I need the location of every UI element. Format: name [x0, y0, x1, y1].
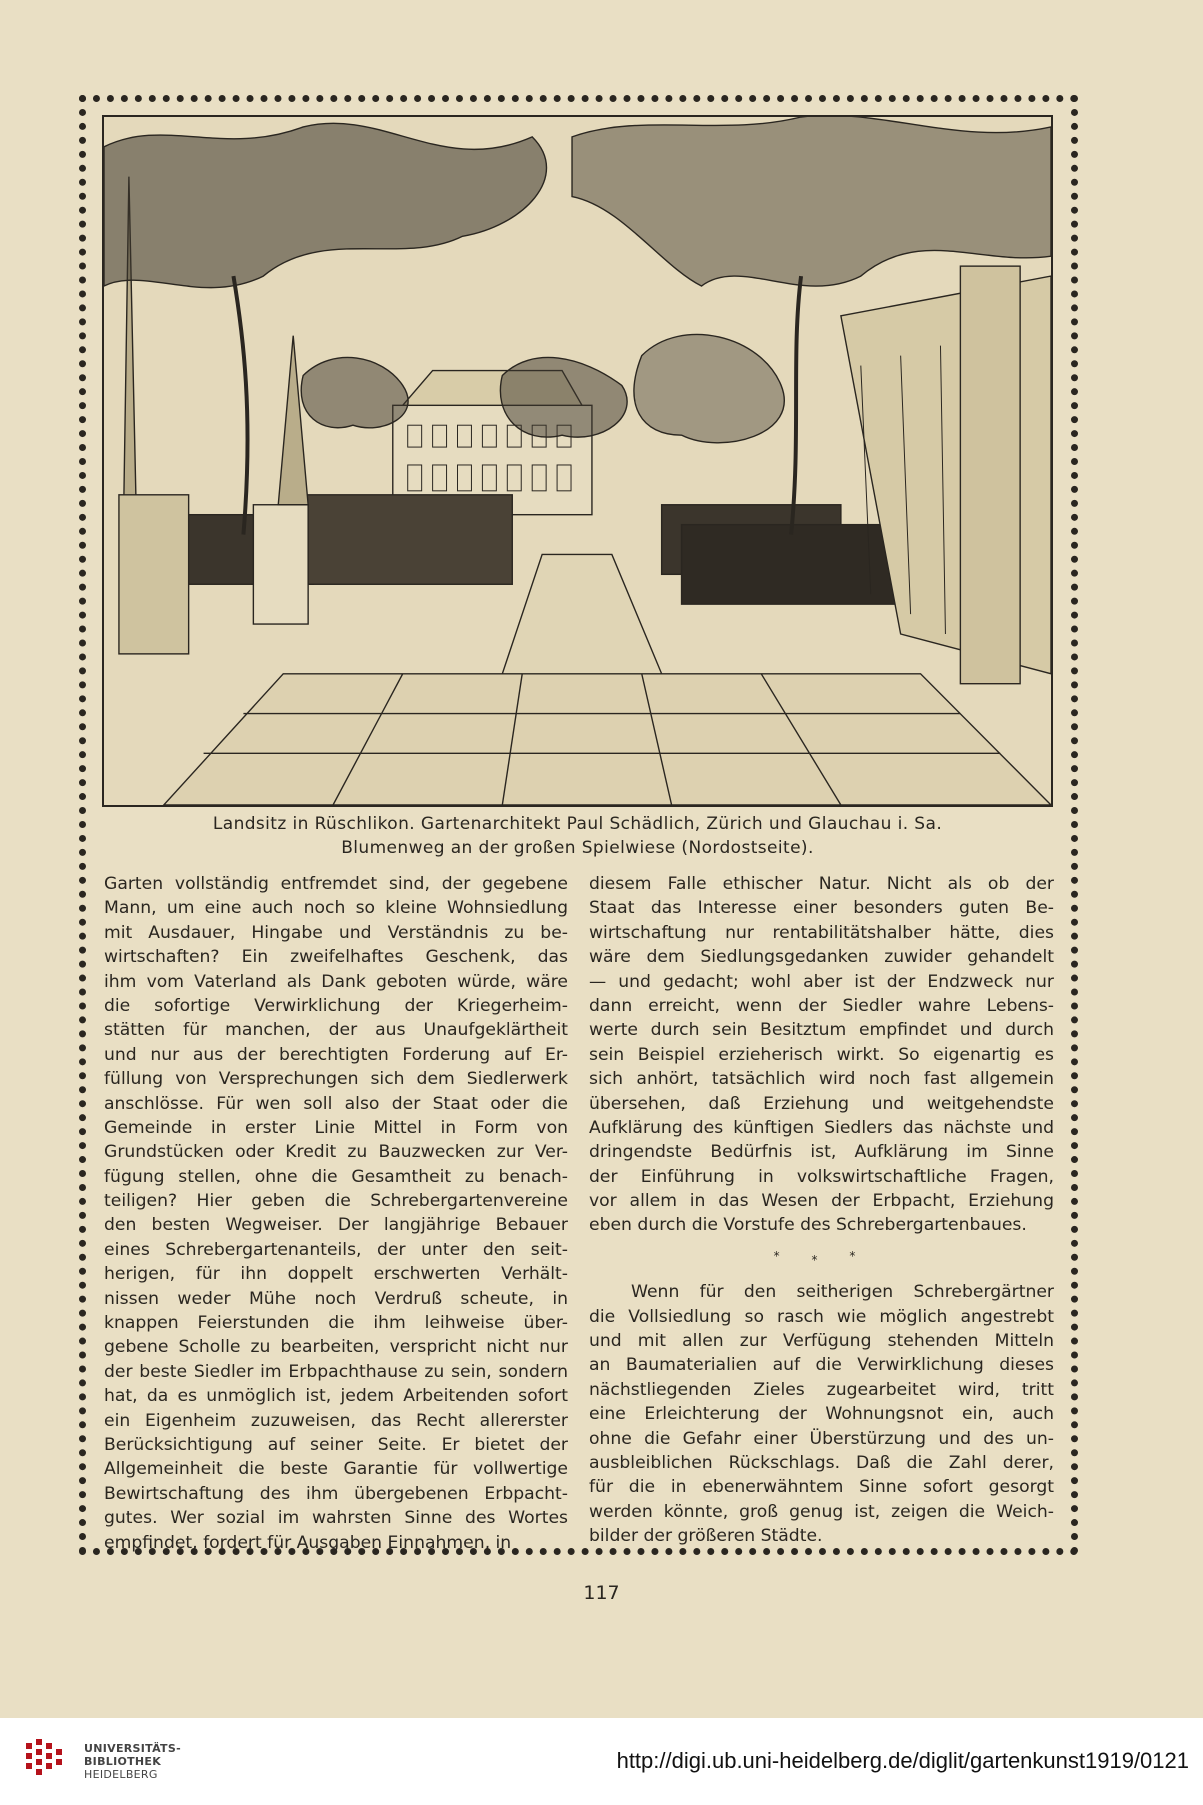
library-name-line-2: BIBLIOTHEK [84, 1755, 162, 1768]
garden-illustration [102, 115, 1053, 807]
text-line: an Baumaterialien auf die Verwirklichung dieses [589, 1355, 1054, 1376]
text-line: wirtschaftung nur rentabilitätshalber hätte, dies [589, 922, 1054, 943]
text-line: ausbleiblichen Rückschlags. Daß die Zahl derer, [589, 1452, 1054, 1473]
right-paragraph-2 [589, 1280, 1054, 1548]
garden-engraving-icon [104, 117, 1051, 805]
text-line: dann erreicht, wenn der Siedler wahre Lebens- [589, 995, 1054, 1016]
text-line: eines Schrebergartenanteils, der unter den seit- [104, 1239, 568, 1260]
text-line: Wenn für den seitherigen Schrebergärtner [631, 1282, 1054, 1303]
right-text-column [589, 872, 1054, 1549]
right-paragraph-1 [589, 872, 1054, 1238]
text-line: die sofortige Verwirklichung der Kriegerheim- [104, 995, 568, 1016]
text-line: gebene Scholle zu bearbeiten, verspricht nicht nur [104, 1337, 568, 1358]
figure-caption [102, 812, 1053, 860]
text-line: gutes. Wer sozial im wahrsten Sinne des Wortes [104, 1508, 568, 1529]
text-line: der beste Siedler im Erbpachthause zu sein, sondern [104, 1361, 568, 1382]
text-line: und nur aus der berechtigten Forderung auf Er- [104, 1044, 568, 1065]
text-line: sich anhört, tatsächlich wird noch fast allgemein [589, 1069, 1054, 1090]
text-line: mit Ausdauer, Hingabe und Verständnis zu be- [104, 922, 568, 943]
library-footer [0, 1718, 1203, 1805]
text-line: Aufklärung des künftigen Siedlers das nächste und [589, 1117, 1054, 1138]
text-line: werte durch sein Besitztum empfindet und durch [589, 1020, 1054, 1041]
text-line: wirtschaften? Ein zweifelhaftes Geschenk, das [104, 947, 568, 968]
page-number: 117 [583, 1582, 620, 1604]
library-name-line-1: UNIVERSITÄTS- [84, 1742, 181, 1755]
text-line: anschlösse. Für wen soll also der Staat oder die [104, 1093, 568, 1114]
text-line: bilder der größeren Städte. [589, 1526, 823, 1547]
text-line: sein Beispiel erzieherisch wirkt. So eigenartig es [589, 1044, 1054, 1065]
library-name [84, 1742, 181, 1781]
text-line: für die in ebenerwähntem Sinne sofort gesorgt [589, 1477, 1054, 1498]
text-line: und mit allen zur Verfügung stehenden Mitteln [589, 1331, 1054, 1352]
text-line: ein Eigenheim zuzuweisen, das Recht allererster [104, 1410, 568, 1431]
text-line: Berücksichtigung auf seiner Seite. Er bietet der [104, 1434, 568, 1455]
text-line: empfindet, fordert für Ausgaben Einnahmen, in [104, 1532, 512, 1553]
text-line: nissen weder Mühe noch Verdruß scheute, in [104, 1288, 568, 1309]
text-line: Garten vollständig entfremdet sind, der gegebene [104, 874, 568, 894]
text-line: knappen Feierstunden die ihm leihweise über- [104, 1313, 568, 1334]
text-line: übersehen, daß Erziehung und weitgehendste [589, 1093, 1054, 1114]
separator-star: * [849, 1248, 870, 1263]
separator-star: * [773, 1248, 794, 1263]
text-line: teiligen? Hier geben die Schrebergartenvereine [104, 1191, 568, 1212]
university-library-logo-icon [22, 1737, 70, 1785]
library-name-line-3: HEIDELBERG [84, 1768, 158, 1781]
text-line: die Vollsiedlung so rasch wie möglich angestrebt [589, 1306, 1054, 1327]
text-line: Staat das Interesse einer besonders guten Be- [589, 898, 1054, 919]
text-line: eben durch die Vorstufe des Schrebergartenbaues. [589, 1215, 1027, 1236]
text-line: ihm vom Vaterland als Dank geboten würde, wäre [104, 971, 568, 992]
text-line: diesem Falle ethischer Natur. Nicht als ob der [589, 874, 1054, 894]
text-line: hat, da es unmöglich ist, jedem Arbeitenden sofort [104, 1386, 568, 1407]
caption-line-1: Landsitz in Rüschlikon. Gartenarchitekt Paul Schädlich, Zürich und Glauchau i. Sa. [212, 814, 943, 834]
text-line: Gemeinde in erster Linie Mittel in Form von [104, 1117, 568, 1138]
text-line: nächstliegenden Zieles zugearbeitet wird, tritt [589, 1379, 1054, 1400]
text-line: werden könnte, groß genug ist, zeigen die Weich- [589, 1501, 1054, 1522]
text-line: den besten Wegweiser. Der langjährige Bebauer [104, 1215, 568, 1236]
text-line: der Einführung in volkswirtschaftliche Fragen, [589, 1166, 1054, 1187]
text-line: herigen, für ihn doppelt erschwerten Verhält- [104, 1264, 568, 1285]
text-line: wäre dem Siedlungsgedanken zuwider gehandelt [589, 947, 1054, 968]
text-line: eine Erleichterung der Wohnungsnot ein, auch [589, 1404, 1054, 1425]
text-line: Allgemeinheit die beste Garantie für vollwertige [104, 1459, 568, 1480]
text-line: vor allem in das Wesen der Erbpacht, Erziehung [589, 1191, 1054, 1212]
section-separator [589, 1238, 1054, 1267]
left-text-column [104, 872, 568, 1555]
text-line: füllung von Versprechungen sich dem Siedlerwerk [104, 1069, 568, 1090]
text-line: Mann, um eine auch noch so kleine Wohnsiedlung [104, 898, 568, 919]
text-line: dringendste Bedürfnis ist, Aufklärung im Sinne [589, 1142, 1054, 1163]
text-line: fügung stellen, ohne die Gesamtheit zu benach- [104, 1166, 568, 1187]
text-line: Grundstücken oder Kredit zu Bauzwecken zur Ver- [104, 1142, 568, 1163]
text-line: — und gedacht; wohl aber ist der Endzweck nur [589, 971, 1054, 992]
caption-line-2: Blumenweg an der großen Spielwiese (Nordostseite). [341, 838, 814, 858]
source-url-link[interactable]: http://digi.ub.uni-heidelberg.de/diglit/gartenkunst1919/0121 [616, 1748, 1189, 1773]
text-line: ohne die Gefahr einer Überstürzung und des un- [589, 1428, 1054, 1449]
text-line: stätten für manchen, der aus Unaufgeklärtheit [104, 1020, 568, 1041]
text-line: Bewirtschaftung des ihm übergebenen Erbpacht- [104, 1483, 568, 1504]
separator-star: * [811, 1252, 832, 1267]
